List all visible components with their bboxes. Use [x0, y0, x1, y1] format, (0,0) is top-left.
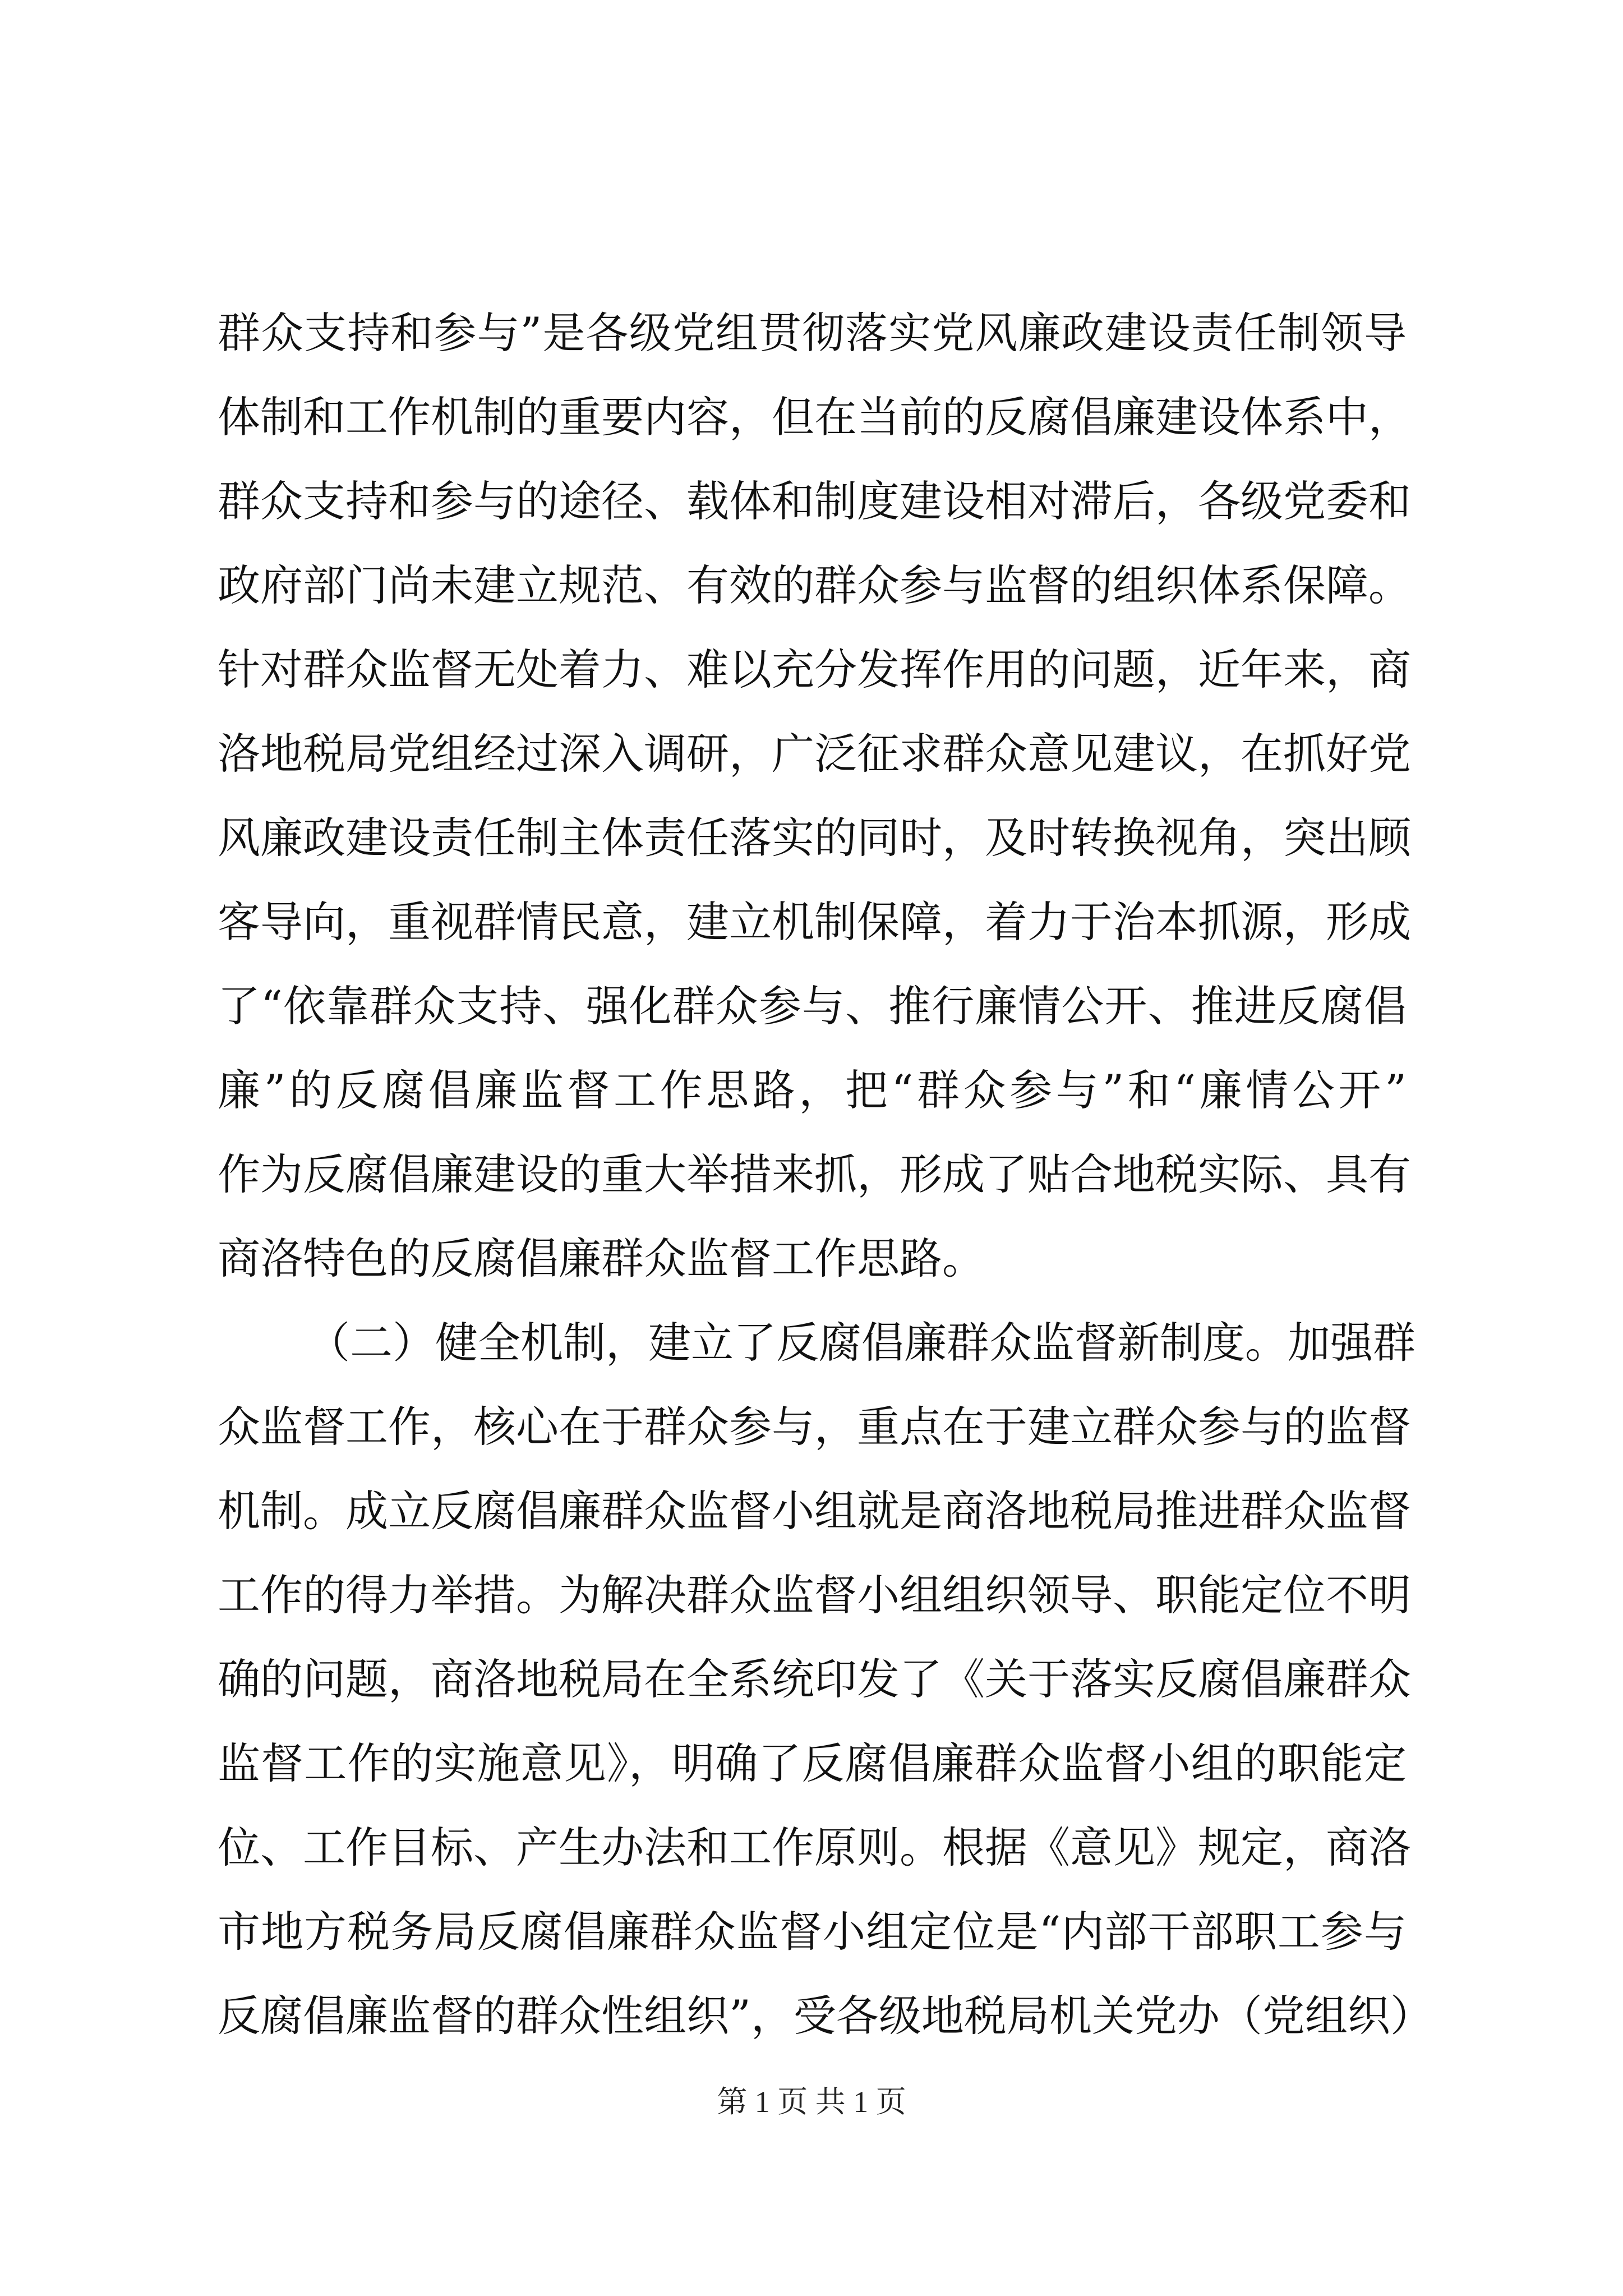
text-line-3: 群众支持和参与的途径、载体和制度建设相对滞后，各级党委和 — [218, 476, 1411, 526]
text-line-21: 反腐倡廉监督的群众性组织”，受各级地税局机关党办（党组织） — [218, 1991, 1433, 2041]
text-line-1: 群众支持和参与”是各级党组贯彻落实党风廉政建设责任制领导 — [218, 308, 1407, 358]
text-line-4: 政府部门尚未建立规范、有效的群众参与监督的组织体系保障。 — [218, 560, 1411, 610]
text-line-13: （二）健全机制，建立了反腐倡廉群众监督新制度。加强群 — [307, 1318, 1415, 1368]
text-line-7: 风廉政建设责任制主体责任落实的同时，及时转换视角，突出顾 — [218, 813, 1411, 863]
text-line-8: 客导向，重视群情民意，建立机制保障，着力于治本抓源，形成 — [218, 897, 1411, 947]
text-line-19: 位、工作目标、产生办法和工作原则。根据《意见》规定，商洛 — [218, 1823, 1411, 1872]
text-line-15: 机制。成立反腐倡廉群众监督小组就是商洛地税局推进群众监督 — [218, 1486, 1411, 1536]
text-line-16: 工作的得力举措。为解决群众监督小组组织领导、职能定位不明 — [218, 1570, 1411, 1620]
text-line-17: 确的问题，商洛地税局在全系统印发了《关于落实反腐倡廉群众 — [218, 1654, 1411, 1704]
text-line-9: 了“依靠群众支持、强化群众参与、推行廉情公开、推进反腐倡 — [218, 981, 1407, 1031]
page-footer: 第 1 页 共 1 页 — [717, 2085, 906, 2119]
text-line-11: 作为反腐倡廉建设的重大举措来抓，形成了贴合地税实际、具有 — [218, 1149, 1411, 1199]
text-line-18: 监督工作的实施意见》，明确了反腐倡廉群众监督小组的职能定 — [218, 1738, 1407, 1788]
text-line-2: 体制和工作机制的重要内容，但在当前的反腐倡廉建设体系中， — [218, 392, 1411, 442]
text-line-10: 廉”的反腐倡廉监督工作思路，把“群众参与”和“廉情公开” — [218, 1065, 1407, 1115]
text-line-14: 众监督工作，核心在于群众参与，重点在于建立群众参与的监督 — [218, 1402, 1411, 1452]
text-line-5: 针对群众监督无处着力、难以充分发挥作用的问题，近年来，商 — [218, 645, 1411, 694]
text-line-12: 商洛特色的反腐倡廉群众监督工作思路。 — [218, 1234, 985, 1283]
text-line-6: 洛地税局党组经过深入调研，广泛征求群众意见建议，在抓好党 — [218, 729, 1411, 779]
text-line-20: 市地方税务局反腐倡廉群众监督小组定位是“内部干部职工参与 — [218, 1907, 1407, 1957]
